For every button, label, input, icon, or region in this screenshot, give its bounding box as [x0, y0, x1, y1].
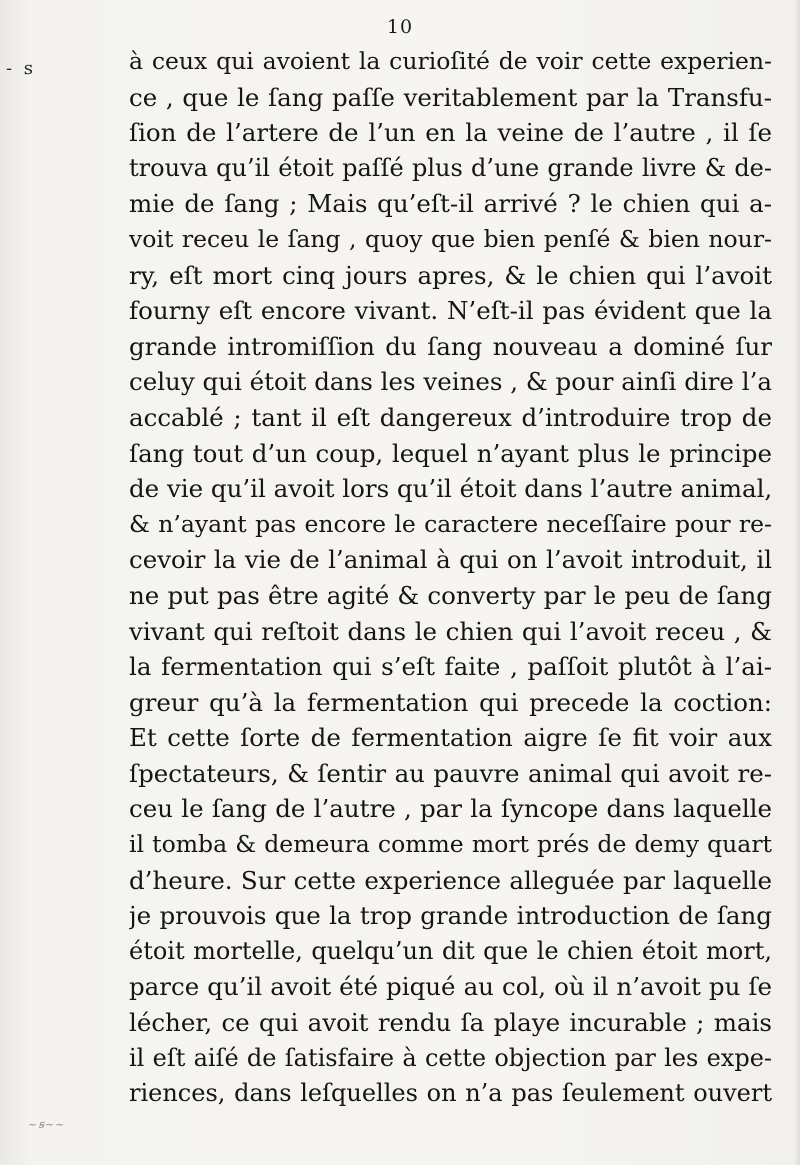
text-line-24: d’heure. Sur cette experience alleguée par laquelle — [129, 865, 772, 895]
text-line-25: je prouvois que la trop grande introduction de ſang — [129, 901, 772, 931]
text-line-4: trouva qu’il étoit paſſé plus d’une grande livre & de- — [129, 153, 772, 182]
text-line-29: il eſt aiſé de ſatisfaire à cette objection par les expe- — [129, 1043, 772, 1072]
text-line-2: ce , que le ſang paſſe veritablement par la Transfu- — [129, 82, 772, 112]
text-line-21: ſpectateurs, & ſentir au pauvre animal qui avoit re- — [129, 758, 772, 788]
text-line-7: ry, eſt mort cinq jours apres, & le chien qui l’avoit — [129, 260, 772, 290]
text-line-27: parce qu’il avoit été piqué au col, où il n’avoit pu ſe — [129, 972, 772, 1002]
text-line-30: riences, dans leſquelles on n’a pas ſeulement ouvert — [129, 1079, 772, 1108]
page-number: 10 — [386, 16, 414, 38]
text-line-8: fourny eſt encore vivant. N’eſt-il pas évident que la — [129, 296, 772, 326]
text-line-19: greur qu’à la fermentation qui precede la coction: — [129, 687, 772, 717]
text-line-11: accablé ; tant il eſt dangereux d’introduire trop de — [129, 402, 772, 432]
text-line-20: Et cette ſorte de fermentation aigre ſe fit voir aux — [129, 723, 772, 753]
text-line-17: vivant qui reſtoit dans le chien qui l’avoit receu , & — [129, 616, 772, 646]
text-line-15: cevoir la vie de l’animal à qui on l’avoit introduit, il — [129, 545, 772, 575]
page-edge-shadow — [794, 0, 800, 1165]
text-line-1: à ceux qui avoient la curioſité de voir cette experien- — [129, 47, 772, 75]
text-line-22: ceu le ſang de l’autre , par la ſyncope dans laquelle — [129, 794, 772, 824]
text-line-23: il tomba & demeura comme mort prés de demy quart — [129, 830, 772, 859]
text-line-16: ne put pas être agité & converty par le peu de ſang — [129, 580, 772, 610]
margin-mark-bottom: ~ꞩ~~ — [28, 1118, 66, 1131]
text-line-26: étoit mortelle, quelqu’un dit que le chien étoit mort, — [129, 936, 772, 965]
text-line-10: celuy qui étoit dans les veines , & pour ainſi dire l’a — [129, 367, 772, 397]
text-line-28: lécher, ce qui avoit rendu ſa playe incurable ; mais — [129, 1008, 772, 1038]
text-line-12: ſang tout d’un coup, lequel n’ayant plus le principe — [129, 438, 772, 468]
text-line-14: & n’ayant pas encore le caractere neceſſaire pour re- — [129, 509, 772, 538]
text-line-13: de vie qu’il avoit lors qu’il étoit dans l’autre animal, — [129, 474, 772, 504]
text-line-3: ſion de l’artere de l’un en la veine de l’autre , il ſe — [129, 118, 772, 148]
text-line-9: grande intromiſſion du ſang nouveau a dominé ſur — [129, 331, 772, 361]
body-text — [129, 44, 772, 1112]
text-line-5: mie de ſang ; Mais qu’eſt-il arrivé ? le chien qui a- — [129, 189, 772, 219]
text-line-18: la fermentation qui s’eſt faite , paſſoit plutôt à l’ai- — [129, 652, 772, 682]
text-line-6: voit receu le ſang , quoy que bien penſé & bien nour- — [129, 224, 772, 253]
margin-mark-top: - ꜱ — [6, 58, 37, 79]
